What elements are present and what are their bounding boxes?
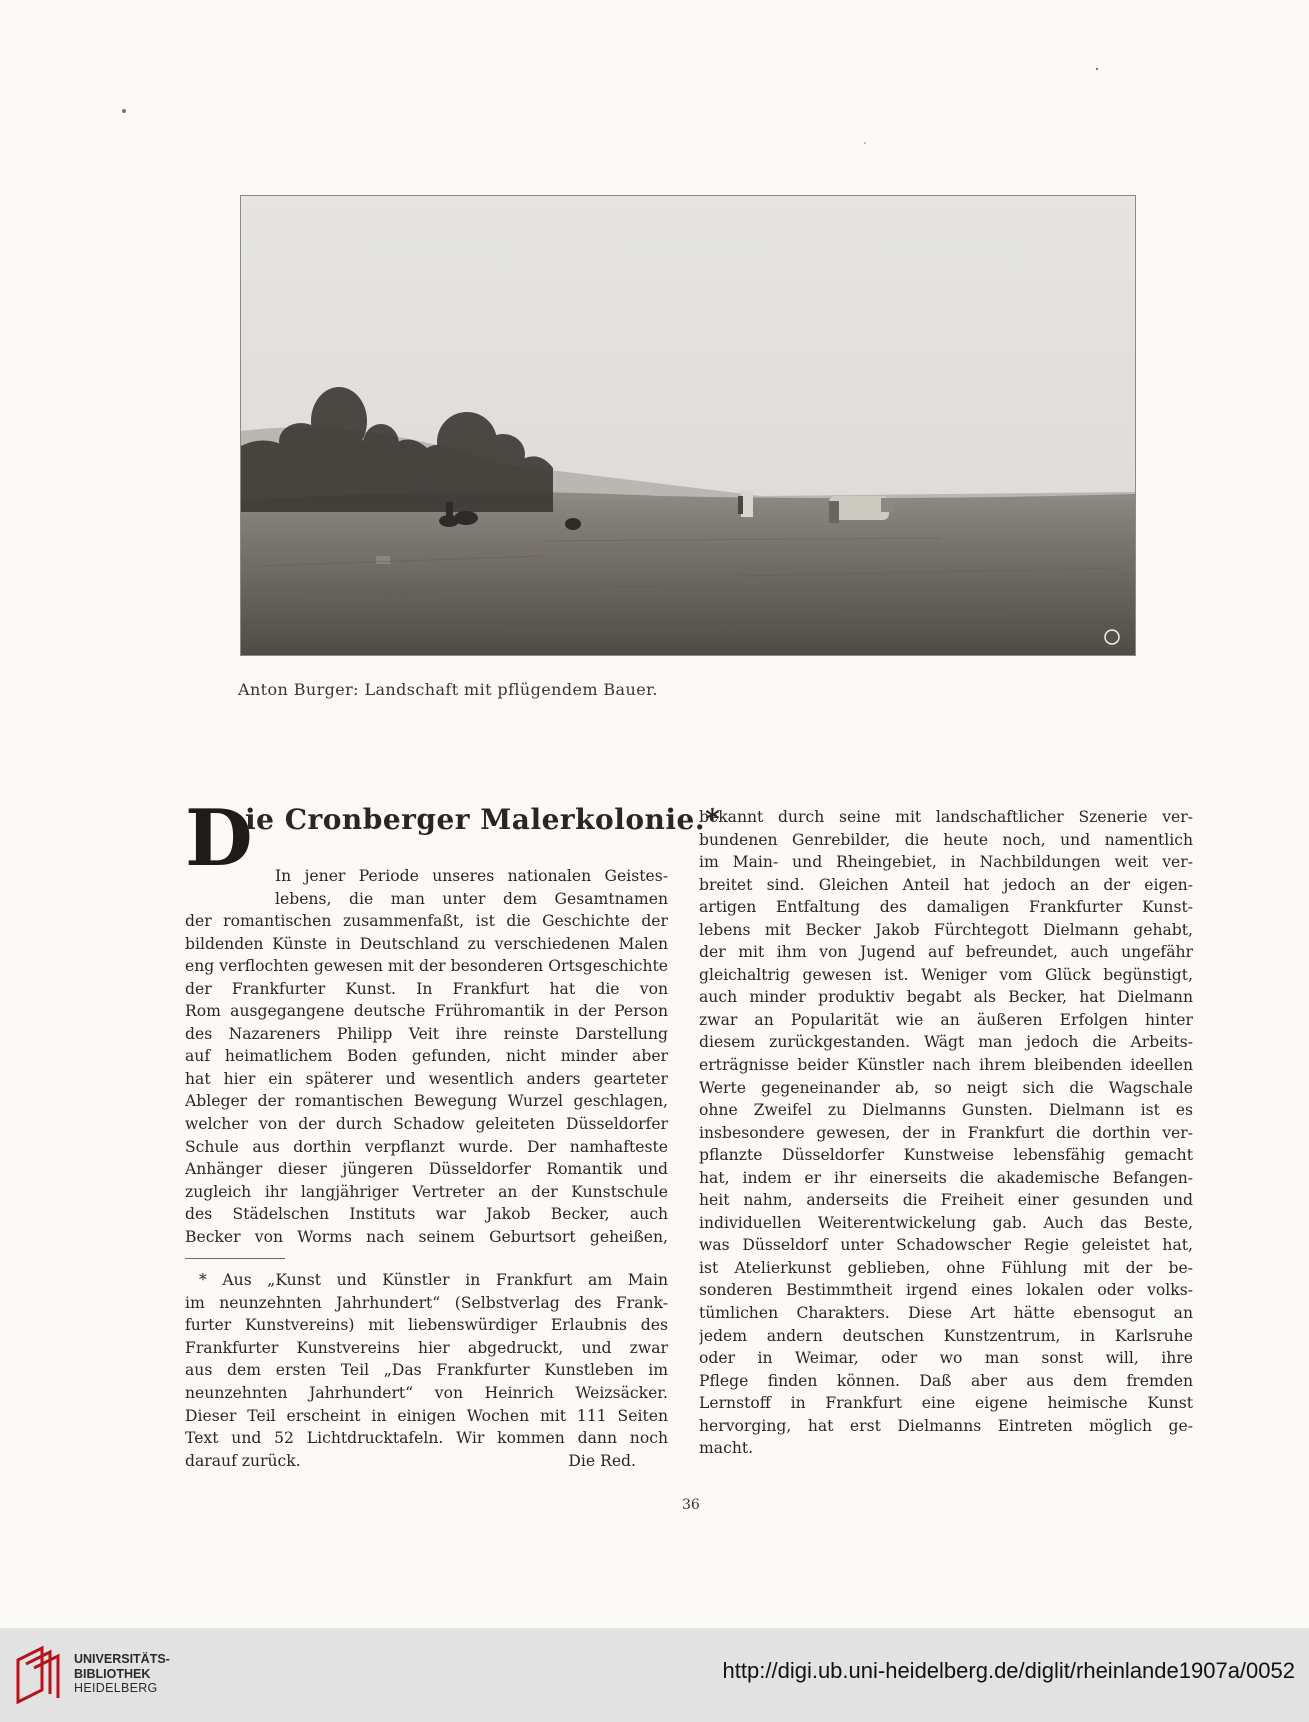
- text-line: der Frankfurter Kunst. In Frankfurt hat die von: [185, 979, 668, 998]
- text-line: der romantischen zusammenfaßt, ist die Geschichte der: [185, 912, 668, 931]
- text-line: individuellen Weiterentwickelung gab. Auch das Beste,: [699, 1213, 1193, 1232]
- text-line: bildenden Künste in Deutschland zu verschiedenen Malen: [185, 934, 668, 953]
- permalink-url[interactable]: http://digi.ub.uni-heidelberg.de/diglit/rheinlande1907a/0052: [722, 1658, 1295, 1683]
- text-line: eng verflochten gewesen mit der besonderen Ortsgeschichte: [185, 957, 668, 976]
- text-line: pflanzte Düsseldorfer Kunstweise lebensfähig gemacht: [699, 1146, 1193, 1165]
- text-line: In jener Periode unseres nationalen Geistes-: [275, 867, 668, 885]
- library-footer-bar: [0, 1628, 1309, 1722]
- text-line: lebens mit Becker Jakob Fürchtegott Dielmann gehabt,: [699, 920, 1193, 939]
- footnote-line: Dieser Teil erscheint in einigen Wochen mit 111 Seiten: [185, 1406, 668, 1425]
- university-library-logo-icon: [12, 1642, 68, 1708]
- text-line: des Städelschen Instituts war Jakob Becker, auch: [185, 1205, 668, 1224]
- text-line: macht.: [699, 1439, 754, 1458]
- text-line: zugleich ihr langjähriger Vertreter an der Kunstschule: [185, 1182, 668, 1201]
- institution-line-3: HEIDELBERG: [74, 1681, 158, 1695]
- image-caption: Anton Burger: Landschaft mit pflügendem Bauer.: [238, 680, 658, 699]
- text-line: oder in Weimar, oder wo man sonst will, ihre: [699, 1349, 1193, 1368]
- institution-name: [74, 1652, 170, 1696]
- footnote-line: Text und 52 Lichtdrucktafeln. Wir kommen dann noch: [185, 1429, 668, 1448]
- text-line: des Nazareners Philipp Veit ihre reinste Darstellung: [185, 1024, 668, 1043]
- painting-reproduction: [240, 195, 1136, 656]
- text-line: heit nahm, anderseits die Freiheit einer gesunden und: [699, 1191, 1193, 1210]
- text-line: auf heimatlichem Boden gefunden, nicht minder aber: [185, 1047, 668, 1066]
- text-line: hat, indem er ihr einerseits die akademische Befangen-: [699, 1168, 1193, 1187]
- text-line: diesem zurückgestanden. Wägt man jedoch die Arbeits-: [699, 1033, 1193, 1052]
- text-line: hervorging, hat erst Dielmanns Eintreten möglich ge-: [699, 1416, 1193, 1435]
- text-line: jedem andern deutschen Kunstzentrum, in Karlsruhe: [699, 1326, 1193, 1345]
- text-line: Anhänger dieser jüngeren Düsseldorfer Romantik und: [185, 1160, 668, 1179]
- text-line: tümlichen Charakters. Diese Art hätte ebensogut an: [699, 1304, 1193, 1323]
- footnote-line: furter Kunstvereins) mit liebenswürdiger Erlaubnis des: [185, 1316, 668, 1335]
- footnote-line: im neunzehnten Jahrhundert“ (Selbstverlag des Frank-: [185, 1293, 668, 1312]
- text-line: welcher von der durch Schadow geleiteten Düsseldorfer: [185, 1115, 668, 1134]
- text-line: Pflege finden können. Daß aber aus dem fremden: [699, 1371, 1193, 1390]
- footnote-line: Frankfurter Kunstvereins hier abgedruckt, und zwar: [185, 1338, 668, 1357]
- text-line: bundenen Genrebilder, die heute noch, und namentlich: [699, 830, 1193, 849]
- footnote-line: neunzehnten Jahrhundert“ von Heinrich Weizsäcker.: [185, 1384, 668, 1403]
- footnote-line: aus dem ersten Teil „Das Frankfurter Kunstleben im: [185, 1361, 668, 1380]
- drop-cap: D: [185, 793, 253, 884]
- left-column: [185, 793, 721, 1472]
- text-line: breitet sind. Gleichen Anteil hat jedoch an der eigen-: [699, 875, 1193, 894]
- left-body-text: [185, 865, 668, 1248]
- footnote-last-line: [185, 1450, 668, 1473]
- footnote-end-text: darauf zurück.: [185, 1451, 301, 1470]
- text-line: Schule aus dorthin verpflanzt wurde. Der namhafteste: [185, 1137, 668, 1156]
- text-line: sonderen Bestimmtheit irgend eines lokalen oder volks-: [699, 1281, 1193, 1300]
- footnote-signature: Die Red.: [568, 1451, 636, 1470]
- institution-line-2: BIBLIOTHEK: [74, 1666, 151, 1681]
- text-line: Ableger der romantischen Bewegung Wurzel geschlagen,: [185, 1092, 668, 1111]
- text-line: hat hier ein späterer und wesentlich anders gearteter: [185, 1069, 668, 1088]
- text-line: Lernstoff in Frankfurt eine eigene heimische Kunst: [699, 1394, 1193, 1413]
- text-line: Werte gegeneinander ab, so neigt sich die Wagschale: [699, 1078, 1193, 1097]
- landscape-painting-image: [241, 196, 1135, 655]
- text-line: Rom ausgegangene deutsche Frühromantik in der Person: [185, 1002, 668, 1021]
- text-line: lebens, die man unter dem Gesamtnamen: [275, 889, 668, 908]
- text-line: bekannt durch seine mit landschaftlicher Szenerie ver-: [699, 808, 1193, 826]
- article-title: ie Cronberger Malerkolonie.*: [245, 803, 721, 836]
- page-number: 36: [682, 1497, 700, 1513]
- footnote-rule: [185, 1258, 285, 1259]
- text-line: ohne Zweifel zu Dielmanns Gunsten. Dielmann ist es: [699, 1101, 1193, 1120]
- text-line: auch minder produktiv begabt als Becker, hat Dielmann: [699, 988, 1193, 1007]
- text-line: im Main- und Rheingebiet, in Nachbildungen weit ver-: [699, 853, 1193, 872]
- text-line: was Düsseldorf unter Schadowscher Regie geleistet hat,: [699, 1236, 1193, 1255]
- text-line: der mit ihm von Jugend auf befreundet, auch ungefähr: [699, 943, 1193, 962]
- text-line: insbesondere gewesen, der in Frankfurt die dorthin ver-: [699, 1123, 1193, 1142]
- text-line: ist Atelierkunst geblieben, ohne Fühlung mit der be-: [699, 1258, 1193, 1277]
- footnote: [185, 1269, 668, 1472]
- text-line: zwar an Popularität wie an äußeren Erfolgen hinter: [699, 1010, 1193, 1029]
- institution-line-1: UNIVERSITÄTS-: [74, 1652, 170, 1666]
- footnote-line: * Aus „Kunst und Künstler in Frankfurt am Main: [199, 1271, 668, 1290]
- text-line: erträgnisse beider Künstler nach ihrem bleibenden ideellen: [699, 1056, 1193, 1075]
- text-line: gleichaltrig gewesen ist. Weniger vom Glück begünstigt,: [699, 965, 1193, 984]
- right-column: [699, 806, 1193, 1460]
- text-line: Becker von Worms nach seinem Geburtsort geheißen,: [185, 1227, 668, 1246]
- text-line: artigen Entfaltung des damaligen Frankfurter Kunst-: [699, 898, 1193, 917]
